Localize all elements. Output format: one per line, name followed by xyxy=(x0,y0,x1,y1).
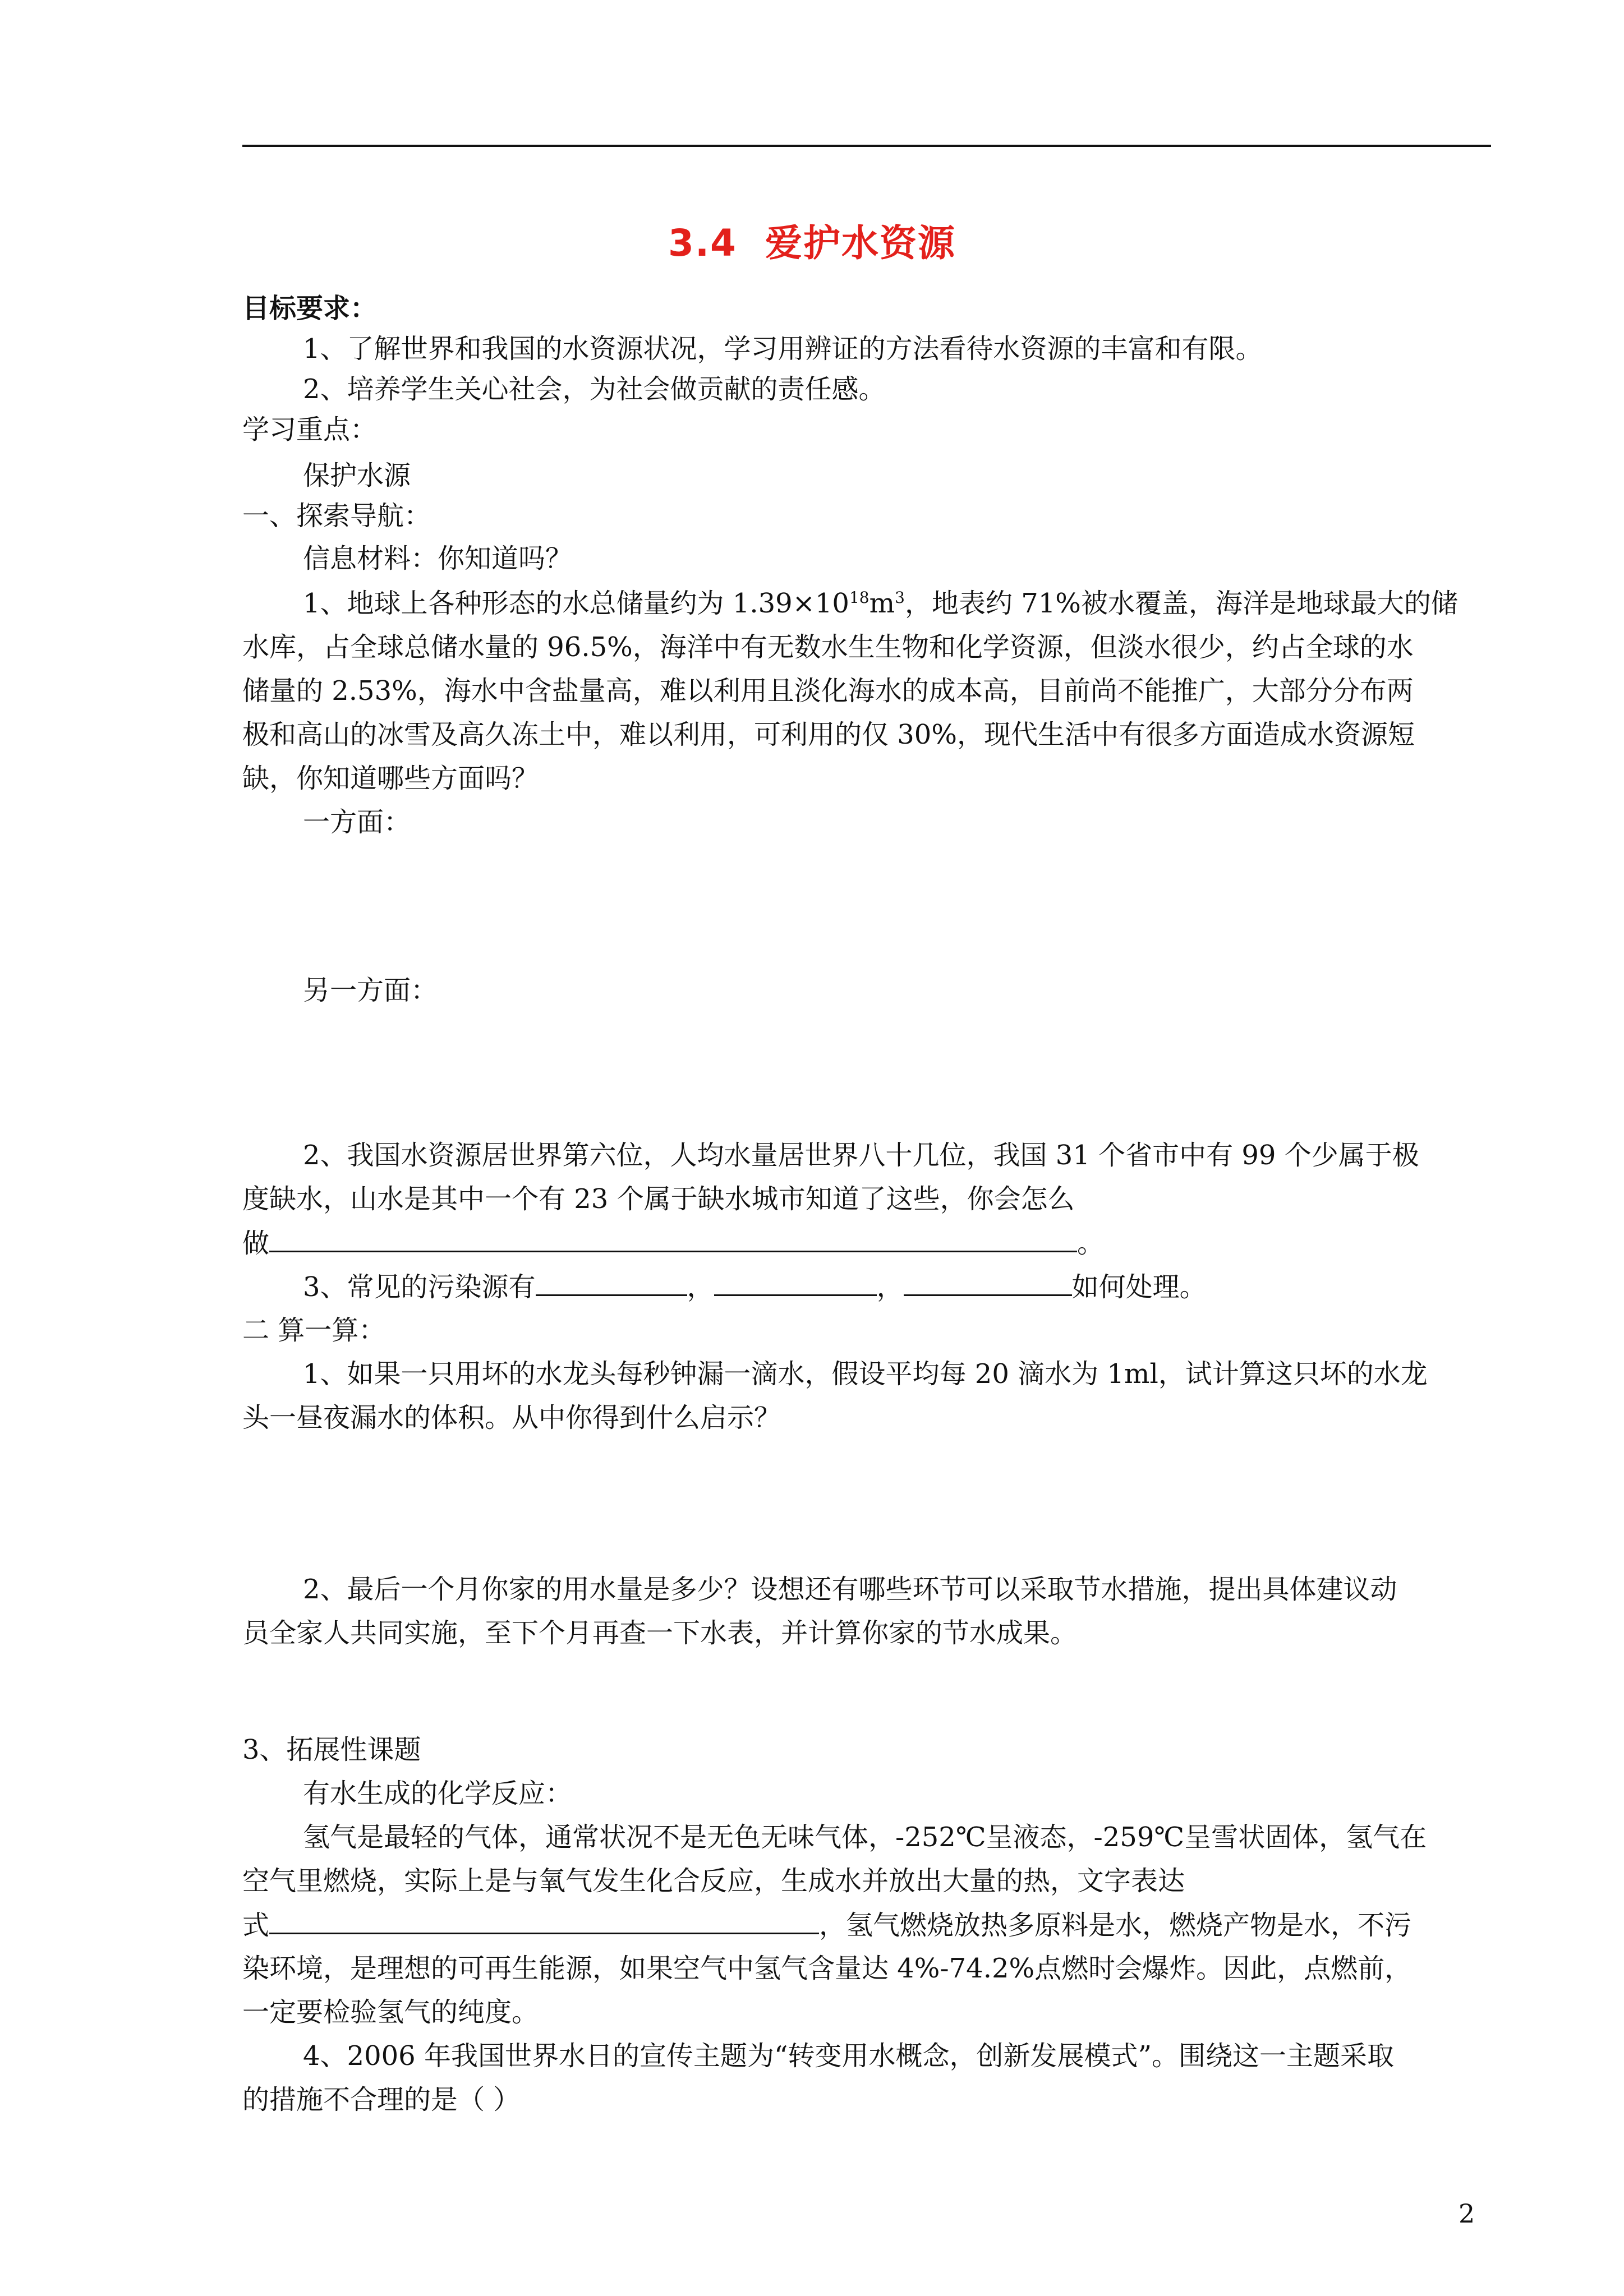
section1-heading: 一、探索导航： xyxy=(242,500,431,532)
answer-line: 式 ，氢气燃烧放热多原料是水，燃烧产物是水，不污 xyxy=(242,1908,1491,1942)
paragraph-line: 2、我国水资源居世界第六位，人均水量居世界八十几位，我国 31 个省市中有 99 个少属于极 xyxy=(303,1140,1419,1171)
paragraph-line: 氢气是最轻的气体，通常状况不是无色无味气体，-252℃呈液态，-259℃呈雪状固体，氢气在 xyxy=(303,1822,1427,1853)
goals-heading: 目标要求： xyxy=(242,293,378,324)
section3-intro: 有水生成的化学反应： xyxy=(303,1778,573,1809)
paragraph-line: 一定要检验氢气的纯度。 xyxy=(242,1997,539,2028)
goal-item: 1、了解世界和我国的水资源状况，学习用辨证的方法看待水资源的丰富和有限。 xyxy=(303,333,1263,365)
paragraph-line: 的措施不合理的是（ ） xyxy=(242,2084,521,2115)
paragraph-line: 1、地球上各种形态的水总储量约为 $1.39\times 10^{18}m^3$，地表约 71%被水覆盖，海洋是地球最大的储 xyxy=(303,588,1458,619)
paragraph-line: 缺，你知道哪些方面吗？ xyxy=(242,763,539,794)
paragraph-line: 4、2006 年我国世界水日的宣传主题为“转变用水概念，创新发展模式”。围绕这一主题采取 xyxy=(303,2040,1395,2072)
paragraph-line: 空气里燃烧，实际上是与氧气发生化合反应，生成水并放出大量的热，文字表达 xyxy=(242,1865,1185,1897)
paragraph-line: 2、最后一个月你家的用水量是多少？设想还有哪些环节可以采取节水措施，提出具体建议动 xyxy=(303,1574,1397,1605)
paragraph-line: 员全家人共同实施，至下个月再查一下水表，并计算你家的节水成果。 xyxy=(242,1617,1078,1649)
answer-blank[interactable] xyxy=(536,1270,687,1296)
key-points-text: 保护水源 xyxy=(303,460,411,491)
paragraph-line: 头一昼夜漏水的体积。从中你得到什么启示？ xyxy=(242,1402,781,1433)
aspect-label: 另一方面： xyxy=(303,975,438,1006)
page-title xyxy=(0,213,1624,266)
paragraph-line: 极和高山的冰雪及高久冻土中，难以利用，可利用的仅 30%，现代生活中有很多方面造成水资源短 xyxy=(242,719,1415,750)
title-text: 爱护水资源 xyxy=(765,222,956,265)
title-number: 3.4 xyxy=(668,222,737,265)
section3-heading: 3、拓展性课题 xyxy=(242,1734,421,1765)
paragraph-line: 染环境，是理想的可再生能源，如果空气中氢气含量达 4%-74.2%点燃时会爆炸。因此，点燃前， xyxy=(242,1953,1412,1984)
answer-blank[interactable] xyxy=(904,1270,1072,1296)
pollution-line: 3、常见的污染源有 ， ， 如何处理。 xyxy=(303,1270,1491,1304)
section1-intro: 信息材料：你知道吗？ xyxy=(303,543,573,574)
answer-blank[interactable] xyxy=(714,1270,877,1296)
answer-blank[interactable] xyxy=(269,1226,1077,1252)
paragraph-line: 储量的 2.53%，海水中含盐量高，难以利用且淡化海水的成本高，目前尚不能推广，大部分分布两 xyxy=(242,675,1414,707)
goal-item: 2、培养学生关心社会，为社会做贡献的责任感。 xyxy=(303,374,886,405)
paragraph-line: 1、如果一只用坏的水龙头每秒钟漏一滴水，假设平均每 20 滴水为 1ml，试计算这只坏的水龙 xyxy=(303,1358,1428,1390)
paragraph-line: 度缺水，山水是其中一个有 23 个属于缺水城市知道了这些，你会怎么 xyxy=(242,1183,1075,1215)
answer-line: 做 。 xyxy=(242,1226,1491,1260)
header-rule xyxy=(242,145,1491,147)
section2-heading: 二 算一算： xyxy=(242,1315,386,1346)
key-points-heading: 学习重点： xyxy=(242,414,378,445)
page-number: 2 xyxy=(1459,2198,1475,2229)
paragraph-line: 水库，占全球总储水量的 96.5%，海洋中有无数水生生物和化学资源，但淡水很少，约占全球的水 xyxy=(242,631,1414,663)
answer-blank[interactable] xyxy=(269,1908,819,1934)
aspect-label: 一方面： xyxy=(303,806,411,838)
